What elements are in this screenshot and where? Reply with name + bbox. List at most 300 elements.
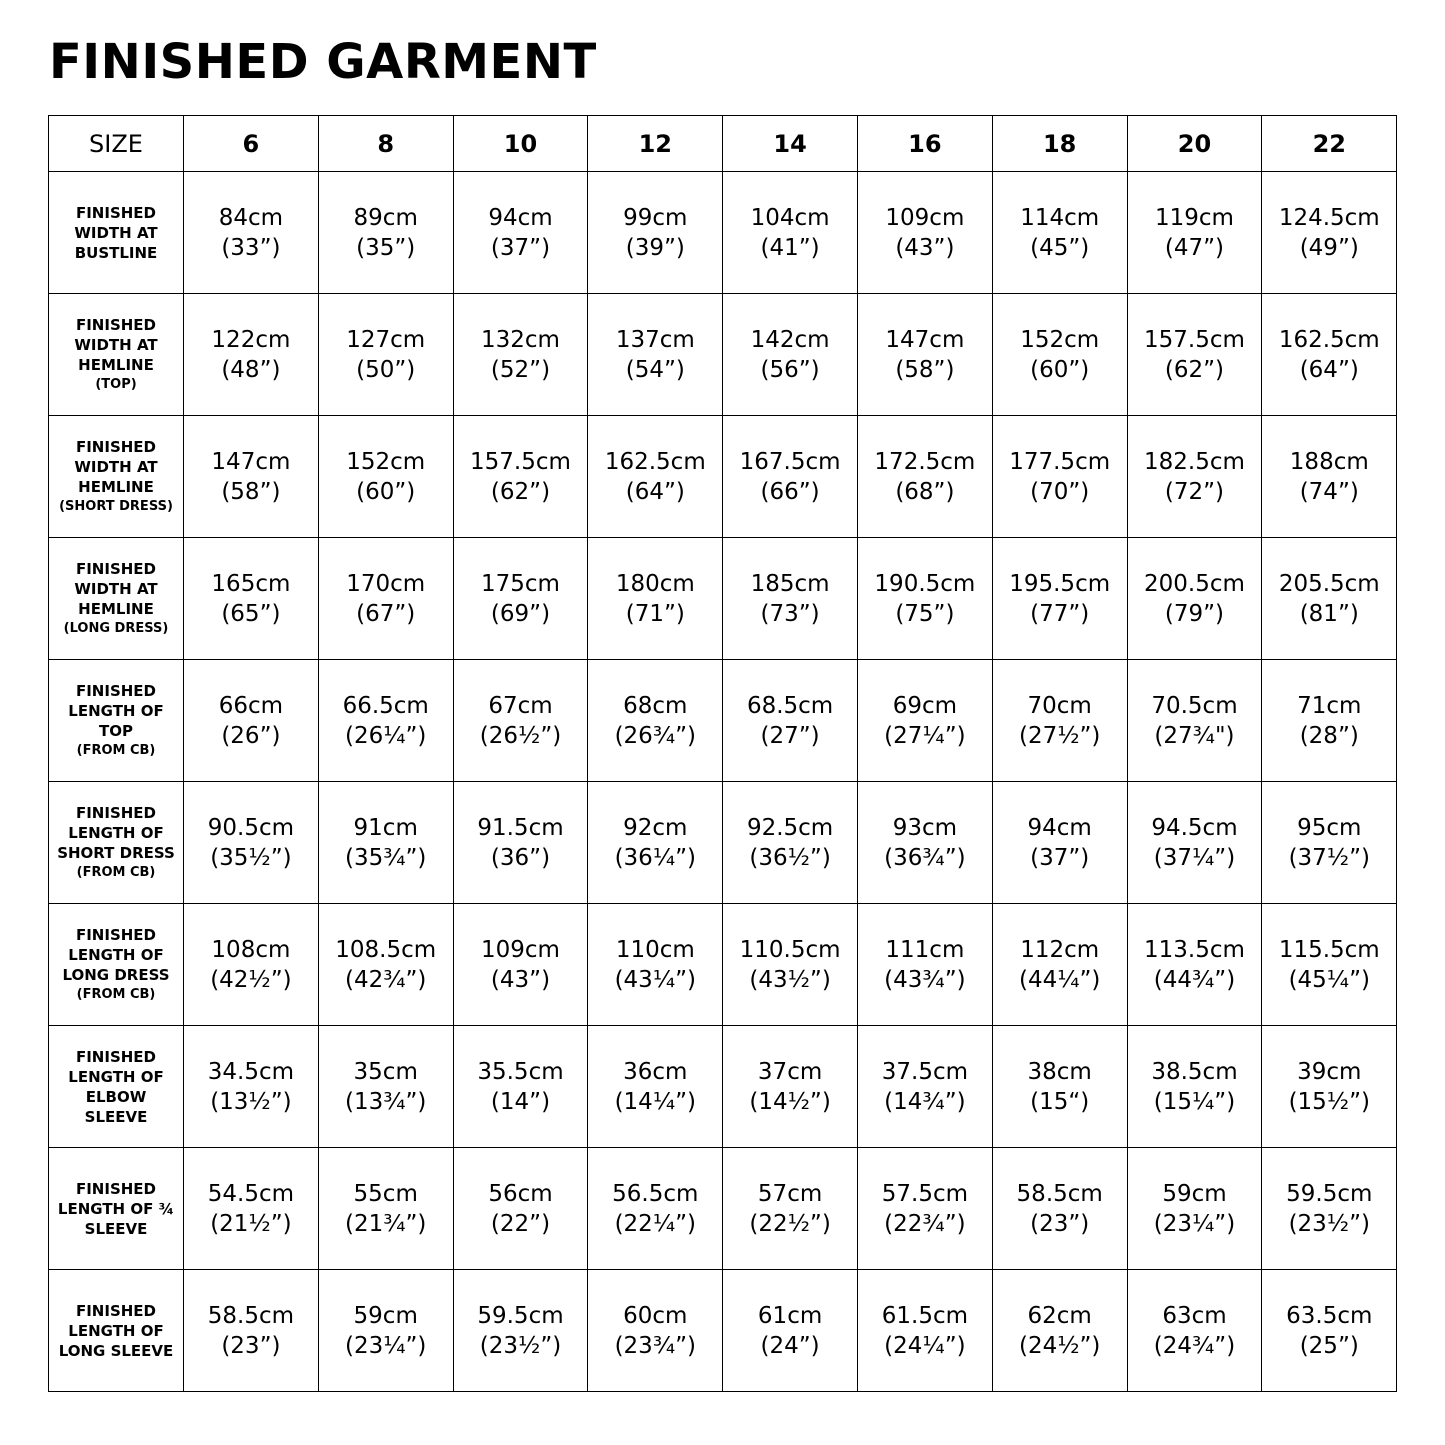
table-cell — [1262, 1148, 1397, 1270]
cell-inch-value: (36¼”) — [614, 844, 696, 871]
cell-inch-value: (14½”) — [749, 1088, 831, 1115]
cell-cm-value: 55cm — [353, 1180, 418, 1207]
table-cell — [857, 782, 992, 904]
table-cell — [453, 172, 588, 294]
table-row — [49, 904, 1397, 1026]
row-label-line: LENGTH OF ¾ — [57, 1199, 175, 1218]
cell-inch-value: (75”) — [895, 600, 955, 627]
table-cell — [453, 904, 588, 1026]
cell-inch-value: (60”) — [1030, 356, 1090, 383]
cell-cm-value: 63.5cm — [1286, 1302, 1373, 1329]
cell-cm-value: 165cm — [211, 570, 291, 597]
row-label-line: LENGTH OF — [68, 945, 164, 964]
cell-cm-value: 147cm — [885, 326, 965, 353]
cell-inch-value: (60”) — [356, 478, 416, 505]
cell-inch-value: (67”) — [356, 600, 416, 627]
cell-cm-value: 34.5cm — [207, 1058, 295, 1085]
cell-cm-value: 110cm — [615, 936, 695, 963]
table-cell — [857, 172, 992, 294]
cell-inch-value: (52”) — [490, 356, 551, 383]
row-label — [49, 294, 184, 416]
cell-inch-value: (35¾”) — [344, 844, 427, 871]
cell-inch-value: (15¼”) — [1153, 1088, 1236, 1115]
cell-inch-value: (43¼”) — [614, 966, 696, 993]
cell-inch-value: (45¼”) — [1288, 966, 1370, 993]
table-row — [49, 1270, 1397, 1392]
cell-cm-value: 111cm — [885, 936, 965, 963]
cell-inch-value: (24½”) — [1018, 1332, 1101, 1359]
table-row — [49, 538, 1397, 660]
cell-inch-value: (58”) — [895, 356, 955, 383]
cell-inch-value: (37½”) — [1288, 844, 1370, 871]
table-cell — [588, 416, 723, 538]
cell-inch-value: (42¾”) — [344, 966, 427, 993]
row-label — [49, 538, 184, 660]
cell-inch-value: (36½”) — [749, 844, 831, 871]
cell-inch-value: (37¼”) — [1153, 844, 1236, 871]
row-label-line: WIDTH AT — [74, 457, 158, 476]
table-header-row — [49, 116, 1397, 172]
table-cell — [857, 1148, 992, 1270]
cell-inch-value: (48”) — [221, 356, 281, 383]
table-cell — [992, 904, 1127, 1026]
size-chart-table — [48, 115, 1397, 1392]
row-label-line: LENGTH OF — [68, 1067, 164, 1086]
cell-cm-value: 109cm — [885, 204, 965, 231]
cell-cm-value: 92cm — [623, 814, 688, 841]
cell-cm-value: 39cm — [1297, 1058, 1362, 1085]
table-cell — [723, 416, 858, 538]
row-label-line: FINISHED — [75, 681, 157, 700]
cell-cm-value: 66cm — [218, 692, 284, 719]
cell-inch-value: (43”) — [895, 234, 955, 261]
table-cell — [857, 1026, 992, 1148]
cell-cm-value: 94cm — [1027, 814, 1092, 841]
row-label-line: FINISHED — [75, 437, 157, 456]
table-cell — [318, 782, 453, 904]
table-cell — [453, 538, 588, 660]
cell-cm-value: 185cm — [750, 570, 830, 597]
cell-cm-value: 190.5cm — [874, 570, 976, 597]
cell-cm-value: 68cm — [623, 692, 688, 719]
cell-cm-value: 200.5cm — [1144, 570, 1245, 597]
table-cell — [184, 416, 319, 538]
cell-cm-value: 57.5cm — [881, 1180, 969, 1207]
table-cell — [184, 1270, 319, 1392]
cell-inch-value: (44¼”) — [1018, 966, 1101, 993]
cell-inch-value: (39”) — [625, 234, 685, 261]
cell-inch-value: (14¼”) — [614, 1088, 696, 1115]
cell-cm-value: 119cm — [1155, 204, 1234, 231]
cell-inch-value: (81”) — [1299, 600, 1359, 627]
table-cell — [318, 904, 453, 1026]
table-cell — [857, 904, 992, 1026]
row-label-line: HEMLINE — [78, 477, 154, 496]
cell-inch-value: (73”) — [760, 600, 820, 627]
table-cell — [1262, 904, 1397, 1026]
row-label-line: TOP — [99, 721, 133, 740]
table-row — [49, 782, 1397, 904]
table-cell — [588, 1148, 723, 1270]
cell-cm-value: 38cm — [1027, 1058, 1092, 1085]
table-row — [49, 416, 1397, 538]
row-label-line: SLEEVE — [84, 1107, 148, 1126]
cell-inch-value: (28”) — [1299, 722, 1359, 749]
cell-cm-value: 68.5cm — [746, 692, 834, 719]
table-cell — [184, 1026, 319, 1148]
table-cell — [318, 294, 453, 416]
row-label-line: FINISHED — [75, 315, 157, 334]
cell-inch-value: (24”) — [760, 1332, 820, 1359]
cell-cm-value: 162.5cm — [604, 448, 706, 475]
cell-inch-value: (22”) — [490, 1210, 551, 1237]
cell-inch-value: (23¾”) — [614, 1332, 696, 1359]
cell-cm-value: 195.5cm — [1009, 570, 1111, 597]
cell-inch-value: (74”) — [1299, 478, 1359, 505]
row-label — [49, 1270, 184, 1392]
row-label-line: ELBOW — [85, 1087, 147, 1106]
cell-inch-value: (77”) — [1030, 600, 1090, 627]
cell-inch-value: (62”) — [1164, 356, 1225, 383]
cell-inch-value: (65”) — [221, 600, 281, 627]
table-cell — [723, 172, 858, 294]
cell-cm-value: 36cm — [623, 1058, 688, 1085]
cell-cm-value: 56cm — [488, 1180, 553, 1207]
cell-cm-value: 114cm — [1020, 204, 1100, 231]
cell-cm-value: 61.5cm — [881, 1302, 969, 1329]
row-label-line: WIDTH AT — [74, 335, 158, 354]
cell-cm-value: 61cm — [757, 1302, 823, 1329]
cell-cm-value: 95cm — [1297, 814, 1362, 841]
cell-cm-value: 180cm — [615, 570, 695, 597]
cell-cm-value: 57cm — [757, 1180, 823, 1207]
table-row — [49, 294, 1397, 416]
table-cell — [318, 538, 453, 660]
table-cell — [1262, 538, 1397, 660]
cell-cm-value: 124.5cm — [1278, 204, 1380, 231]
cell-inch-value: (27½”) — [1018, 722, 1101, 749]
table-cell — [992, 294, 1127, 416]
table-cell — [453, 294, 588, 416]
table-cell — [318, 1148, 453, 1270]
table-cell — [453, 1026, 588, 1148]
row-label-line: FINISHED — [75, 803, 157, 822]
cell-cm-value: 58.5cm — [1016, 1180, 1103, 1207]
cell-inch-value: (64”) — [625, 478, 685, 505]
cell-cm-value: 71cm — [1297, 692, 1362, 719]
table-cell — [992, 416, 1127, 538]
cell-inch-value: (15½”) — [1288, 1088, 1370, 1115]
size-header-18: 18 — [992, 116, 1127, 172]
cell-cm-value: 54.5cm — [207, 1180, 295, 1207]
cell-inch-value: (26¾”) — [614, 722, 696, 749]
size-header-8: 8 — [318, 116, 453, 172]
table-cell — [184, 294, 319, 416]
table-cell — [588, 660, 723, 782]
cell-inch-value: (14¾”) — [884, 1088, 966, 1115]
cell-cm-value: 104cm — [750, 204, 830, 231]
cell-inch-value: (14”) — [490, 1088, 551, 1115]
cell-cm-value: 93cm — [892, 814, 958, 841]
cell-inch-value: (68”) — [895, 478, 955, 505]
row-label-line: FINISHED — [75, 203, 157, 222]
table-cell — [857, 1270, 992, 1392]
table-cell — [723, 782, 858, 904]
table-cell — [1127, 904, 1262, 1026]
cell-cm-value: 59cm — [1162, 1180, 1227, 1207]
cell-cm-value: 37.5cm — [881, 1058, 969, 1085]
cell-inch-value: (45”) — [1030, 234, 1090, 261]
cell-inch-value: (35”) — [356, 234, 416, 261]
table-row — [49, 660, 1397, 782]
cell-inch-value: (44¾”) — [1153, 966, 1236, 993]
cell-cm-value: 90.5cm — [207, 814, 295, 841]
size-header-20: 20 — [1127, 116, 1262, 172]
table-row — [49, 172, 1397, 294]
row-label-line: FINISHED — [75, 1047, 157, 1066]
table-cell — [588, 538, 723, 660]
cell-inch-value: (43”) — [490, 966, 551, 993]
cell-cm-value: 115.5cm — [1278, 936, 1380, 963]
size-header-6: 6 — [184, 116, 319, 172]
row-sublabel: (LONG DRESS) — [63, 620, 169, 636]
table-cell — [992, 172, 1127, 294]
cell-cm-value: 182.5cm — [1144, 448, 1245, 475]
cell-cm-value: 35cm — [353, 1058, 418, 1085]
cell-cm-value: 94cm — [488, 204, 553, 231]
cell-inch-value: (15“) — [1030, 1088, 1090, 1115]
cell-cm-value: 92.5cm — [746, 814, 834, 841]
cell-inch-value: (72”) — [1164, 478, 1225, 505]
table-cell — [1127, 1026, 1262, 1148]
cell-inch-value: (33”) — [221, 234, 281, 261]
cell-inch-value: (71”) — [625, 600, 685, 627]
table-cell — [588, 904, 723, 1026]
table-cell — [992, 1026, 1127, 1148]
cell-cm-value: 89cm — [353, 204, 418, 231]
table-cell — [1262, 660, 1397, 782]
cell-cm-value: 205.5cm — [1278, 570, 1380, 597]
cell-inch-value: (49”) — [1299, 234, 1359, 261]
cell-inch-value: (26½”) — [479, 722, 562, 749]
table-cell — [588, 1270, 723, 1392]
cell-cm-value: 108.5cm — [335, 936, 437, 963]
table-cell — [723, 1026, 858, 1148]
row-label-line: HEMLINE — [78, 599, 154, 618]
cell-inch-value: (27¾") — [1154, 722, 1235, 749]
cell-cm-value: 157.5cm — [1144, 326, 1245, 353]
cell-inch-value: (24¾”) — [1153, 1332, 1236, 1359]
cell-cm-value: 70.5cm — [1151, 692, 1238, 719]
cell-inch-value: (42½”) — [210, 966, 292, 993]
cell-inch-value: (23¼”) — [1153, 1210, 1236, 1237]
row-label — [49, 660, 184, 782]
table-cell — [1127, 294, 1262, 416]
cell-cm-value: 66.5cm — [342, 692, 429, 719]
cell-cm-value: 94.5cm — [1151, 814, 1238, 841]
cell-cm-value: 58.5cm — [207, 1302, 295, 1329]
cell-inch-value: (21¾”) — [344, 1210, 427, 1237]
row-label — [49, 172, 184, 294]
table-cell — [318, 416, 453, 538]
table-cell — [1262, 782, 1397, 904]
cell-inch-value: (69”) — [490, 600, 551, 627]
row-label — [49, 782, 184, 904]
row-label-line: WIDTH AT — [74, 223, 158, 242]
cell-cm-value: 132cm — [481, 326, 560, 353]
cell-inch-value: (43¾”) — [884, 966, 966, 993]
cell-cm-value: 38.5cm — [1151, 1058, 1238, 1085]
cell-cm-value: 152cm — [346, 448, 426, 475]
cell-inch-value: (47”) — [1164, 234, 1225, 261]
cell-cm-value: 175cm — [481, 570, 560, 597]
cell-inch-value: (24¼”) — [884, 1332, 966, 1359]
row-sublabel: (TOP) — [95, 376, 137, 392]
cell-cm-value: 37cm — [757, 1058, 823, 1085]
table-cell — [184, 782, 319, 904]
table-cell — [857, 294, 992, 416]
cell-cm-value: 60cm — [623, 1302, 688, 1329]
row-label — [49, 416, 184, 538]
table-cell — [992, 1270, 1127, 1392]
cell-inch-value: (37”) — [490, 234, 551, 261]
cell-inch-value: (36”) — [490, 844, 551, 871]
cell-cm-value: 35.5cm — [477, 1058, 564, 1085]
table-cell — [723, 904, 858, 1026]
table-cell — [1262, 1270, 1397, 1392]
table-cell — [723, 1148, 858, 1270]
cell-inch-value: (62”) — [490, 478, 551, 505]
cell-inch-value: (41”) — [760, 234, 820, 261]
row-label-line: SHORT DRESS — [57, 843, 175, 862]
table-cell — [318, 172, 453, 294]
table-cell — [453, 1270, 588, 1392]
cell-inch-value: (35½”) — [210, 844, 292, 871]
cell-inch-value: (66”) — [760, 478, 820, 505]
cell-cm-value: 157.5cm — [470, 448, 571, 475]
table-cell — [723, 294, 858, 416]
cell-inch-value: (26¼”) — [344, 722, 427, 749]
cell-cm-value: 109cm — [481, 936, 560, 963]
table-row — [49, 1148, 1397, 1270]
table-cell — [1127, 538, 1262, 660]
cell-inch-value: (54”) — [625, 356, 685, 383]
table-cell — [857, 416, 992, 538]
cell-cm-value: 110.5cm — [739, 936, 841, 963]
table-cell — [453, 1148, 588, 1270]
cell-inch-value: (56”) — [760, 356, 820, 383]
row-label-line: FINISHED — [75, 1179, 157, 1198]
row-sublabel: (FROM CB) — [76, 864, 156, 880]
cell-cm-value: 188cm — [1289, 448, 1369, 475]
table-cell — [1127, 1270, 1262, 1392]
row-label-line: LENGTH OF — [68, 1321, 164, 1340]
cell-inch-value: (22½”) — [749, 1210, 831, 1237]
table-cell — [318, 1270, 453, 1392]
cell-cm-value: 142cm — [750, 326, 830, 353]
cell-cm-value: 84cm — [218, 204, 284, 231]
cell-cm-value: 127cm — [346, 326, 426, 353]
cell-cm-value: 67cm — [488, 692, 553, 719]
cell-inch-value: (26”) — [221, 722, 281, 749]
cell-cm-value: 170cm — [346, 570, 426, 597]
cell-inch-value: (13¾”) — [344, 1088, 427, 1115]
cell-cm-value: 112cm — [1020, 936, 1100, 963]
table-cell — [723, 660, 858, 782]
table-cell — [857, 538, 992, 660]
cell-cm-value: 137cm — [615, 326, 695, 353]
table-cell — [723, 1270, 858, 1392]
cell-cm-value: 122cm — [211, 326, 291, 353]
table-cell — [1127, 782, 1262, 904]
row-label-line: LONG SLEEVE — [58, 1341, 174, 1360]
table-cell — [588, 1026, 723, 1148]
cell-inch-value: (21½”) — [210, 1210, 292, 1237]
size-header-10: 10 — [453, 116, 588, 172]
table-cell — [184, 904, 319, 1026]
table-cell — [1127, 660, 1262, 782]
cell-cm-value: 167.5cm — [739, 448, 841, 475]
table-cell — [1262, 416, 1397, 538]
cell-inch-value: (23½”) — [479, 1332, 562, 1359]
table-cell — [184, 172, 319, 294]
cell-inch-value: (23½”) — [1288, 1210, 1370, 1237]
table-cell — [453, 416, 588, 538]
cell-inch-value: (23”) — [221, 1332, 281, 1359]
table-row — [49, 1026, 1397, 1148]
cell-inch-value: (79”) — [1164, 600, 1225, 627]
row-label — [49, 1026, 184, 1148]
cell-inch-value: (22¼”) — [614, 1210, 696, 1237]
table-cell — [588, 782, 723, 904]
table-cell — [992, 538, 1127, 660]
table-cell — [723, 538, 858, 660]
cell-inch-value: (36¾”) — [884, 844, 966, 871]
row-label-line: LENGTH OF — [68, 701, 164, 720]
row-sublabel: (FROM CB) — [76, 986, 156, 1002]
cell-inch-value: (25”) — [1299, 1332, 1359, 1359]
cell-cm-value: 56.5cm — [612, 1180, 699, 1207]
table-cell — [1127, 416, 1262, 538]
cell-cm-value: 177.5cm — [1009, 448, 1111, 475]
table-cell — [318, 660, 453, 782]
cell-cm-value: 63cm — [1162, 1302, 1227, 1329]
size-header-14: 14 — [723, 116, 858, 172]
row-label-line: WIDTH AT — [74, 579, 158, 598]
row-label-line: LONG DRESS — [62, 965, 170, 984]
cell-inch-value: (64”) — [1299, 356, 1359, 383]
cell-inch-value: (23”) — [1030, 1210, 1090, 1237]
cell-cm-value: 172.5cm — [874, 448, 976, 475]
cell-inch-value: (27”) — [760, 722, 820, 749]
cell-cm-value: 147cm — [211, 448, 291, 475]
table-cell — [1127, 172, 1262, 294]
size-header-22: 22 — [1262, 116, 1397, 172]
table-cell — [184, 660, 319, 782]
cell-inch-value: (27¼”) — [884, 722, 966, 749]
table-cell — [453, 660, 588, 782]
table-cell — [1262, 294, 1397, 416]
cell-cm-value: 62cm — [1027, 1302, 1092, 1329]
page-title: FINISHED GARMENT — [49, 34, 597, 90]
row-label-line: BUSTLINE — [74, 243, 158, 262]
cell-cm-value: 69cm — [892, 692, 958, 719]
cell-cm-value: 59.5cm — [477, 1302, 564, 1329]
table-cell — [1262, 1026, 1397, 1148]
cell-cm-value: 91cm — [353, 814, 418, 841]
row-label-line: SLEEVE — [84, 1219, 148, 1238]
table-cell — [1127, 1148, 1262, 1270]
